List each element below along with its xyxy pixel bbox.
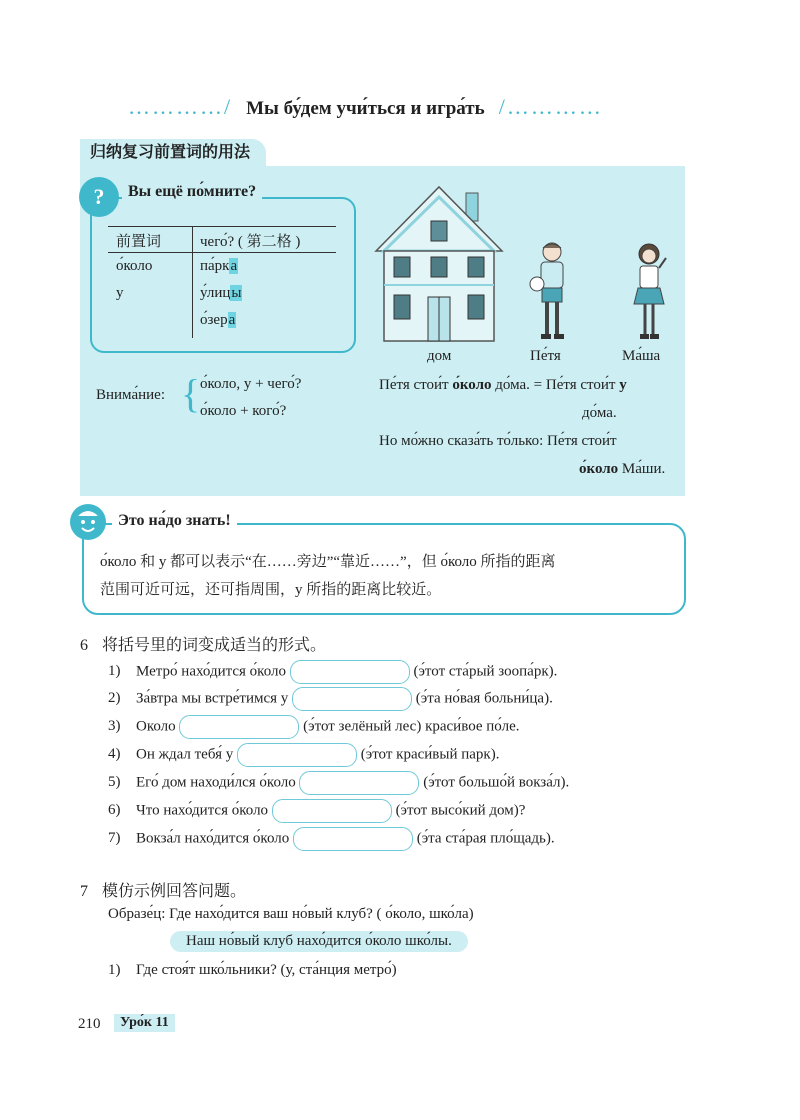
label-girl: Ма́ша bbox=[622, 348, 661, 364]
item-number: 7) bbox=[108, 830, 121, 847]
table-word-1 bbox=[200, 258, 238, 275]
exercise-item bbox=[108, 660, 557, 684]
exercise-instruction: 将括号里的词变成适当的形式。 bbox=[102, 637, 327, 654]
word-stem: у́лиц bbox=[200, 285, 231, 301]
word-stem: о́зер bbox=[200, 312, 228, 328]
lesson-badge: Уро́к 11 bbox=[114, 1014, 175, 1032]
item-after: (э́тот высо́кий дом)? bbox=[395, 802, 526, 819]
item-number: 1) bbox=[108, 962, 121, 978]
exercise-number: 7 bbox=[80, 883, 88, 900]
item-number: 5) bbox=[108, 774, 121, 791]
note-heading: Это на́до знать! bbox=[112, 512, 237, 530]
table-word-3 bbox=[200, 312, 236, 329]
item-after: (э́тот ста́рый зоопа́рк). bbox=[413, 663, 558, 680]
item-number: 2) bbox=[108, 690, 121, 707]
exercise-item bbox=[108, 715, 520, 739]
exercise-7-header bbox=[80, 878, 246, 901]
girl-illustration bbox=[626, 240, 672, 342]
item-before: Вокза́л нахо́дится о́коло bbox=[136, 830, 290, 847]
table-prep-2: у bbox=[116, 285, 124, 301]
boy-illustration bbox=[528, 240, 576, 342]
word-ending: ы bbox=[231, 285, 242, 301]
item-after: (э́тот краси́вый парк). bbox=[360, 746, 500, 763]
item-after: (э́та но́вая больни́ца). bbox=[415, 690, 553, 707]
table-header-prep: 前置词 bbox=[116, 234, 162, 250]
answer-blank-1[interactable] bbox=[290, 660, 410, 684]
exercise-6-header bbox=[80, 632, 326, 655]
table-prep-1: о́коло bbox=[116, 258, 153, 274]
example-line-3: Но мо́жно сказа́ть то́лько: Пе́тя стои́т bbox=[379, 433, 617, 449]
title-dots-left: …………/ bbox=[128, 94, 233, 119]
answer-blank-6[interactable] bbox=[272, 799, 392, 823]
answer-blank-2[interactable] bbox=[292, 687, 412, 711]
note-line-1: о́коло 和 у 都可以表示“在……旁边”“靠近……”，但 о́коло 所指的距离 bbox=[100, 554, 556, 570]
example-line-1 bbox=[379, 377, 627, 394]
example-text: Пе́тя стои́т bbox=[379, 377, 453, 393]
exercise-item bbox=[108, 687, 553, 711]
lesson-title-bar bbox=[128, 94, 648, 120]
answer-blank-7[interactable] bbox=[293, 827, 413, 851]
item-after: (э́та ста́рая пло́щадь). bbox=[416, 830, 555, 847]
attention-line-2: о́коло + кого́? bbox=[200, 403, 287, 419]
table-rule-top bbox=[108, 226, 336, 227]
item-before: Около bbox=[136, 718, 176, 735]
item-before: Что нахо́дится о́коло bbox=[136, 802, 269, 819]
item-before: Он ждал тебя́ у bbox=[136, 746, 234, 763]
item-before: За́втра мы встре́тимся у bbox=[136, 690, 289, 707]
item-number: 1) bbox=[108, 663, 121, 680]
exercise-item bbox=[108, 743, 499, 767]
title-dots-right: /………… bbox=[498, 94, 603, 119]
sample-answer: Наш но́вый клуб нахо́дится о́коло шко́лы. bbox=[170, 931, 468, 952]
exercise-item bbox=[108, 771, 569, 795]
note-line-2: 范围可近可远，还可指周围，у 所指的距离比较近。 bbox=[100, 582, 442, 598]
label-house: дом bbox=[427, 348, 452, 364]
sample-question: Образе́ц: Где нахо́дится ваш но́вый клуб? ( о́коло, шко́ла) bbox=[108, 906, 474, 922]
question-text: Где стоя́т шко́льники? (у, ста́нция метро́) bbox=[136, 962, 397, 978]
remember-box bbox=[90, 197, 356, 353]
answer-blank-5[interactable] bbox=[299, 771, 419, 795]
question-icon: ? bbox=[79, 177, 119, 217]
exercise-item bbox=[108, 827, 555, 851]
page-number: 210 bbox=[78, 1016, 101, 1032]
answer-blank-3[interactable] bbox=[179, 715, 299, 739]
item-number: 4) bbox=[108, 746, 121, 763]
label-boy: Пе́тя bbox=[530, 348, 561, 364]
item-after: (э́тот большо́й вокза́л). bbox=[423, 774, 570, 791]
lesson-title: Мы бу́дем учи́ться и игра́ть bbox=[246, 98, 485, 119]
word-ending: а bbox=[228, 312, 236, 328]
item-before: Метро́ нахо́дится о́коло bbox=[136, 663, 286, 680]
example-text: Ма́ши. bbox=[618, 461, 666, 477]
answer-blank-4[interactable] bbox=[237, 743, 357, 767]
example-bold: о́коло bbox=[452, 377, 492, 393]
example-bold: у bbox=[619, 377, 627, 393]
example-line-2: до́ма. bbox=[582, 405, 617, 421]
table-rule-vertical bbox=[192, 226, 193, 338]
question-item bbox=[108, 962, 397, 979]
house-illustration bbox=[372, 185, 506, 343]
item-after: (э́тот зелёный лес) краси́вое по́ле. bbox=[303, 718, 520, 735]
item-number: 6) bbox=[108, 802, 121, 819]
word-stem: па́рк bbox=[200, 258, 230, 274]
table-header-case: чего́? ( 第二格 ) bbox=[200, 234, 301, 250]
example-line-4 bbox=[579, 461, 665, 478]
exercise-instruction: 模仿示例回答问题。 bbox=[102, 883, 247, 900]
attention-label: Внима́ние: bbox=[96, 387, 165, 403]
example-text: до́ма. = Пе́тя стои́т bbox=[491, 377, 620, 393]
section-tab: 归纳复习前置词的用法 bbox=[80, 139, 266, 166]
smiley-face-icon bbox=[70, 504, 106, 540]
exercise-item bbox=[108, 799, 525, 823]
table-rule-mid bbox=[108, 252, 336, 253]
attention-line-1: о́коло, у + чего́? bbox=[200, 376, 302, 392]
exercise-number: 6 bbox=[80, 637, 88, 654]
word-ending: а bbox=[230, 258, 238, 274]
remember-heading: Вы ещё по́мните? bbox=[122, 183, 262, 201]
item-before: Его́ дом находи́лся о́коло bbox=[136, 774, 296, 791]
attention-brace: { bbox=[181, 371, 201, 416]
table-word-2 bbox=[200, 285, 242, 302]
example-bold: о́коло bbox=[579, 461, 619, 477]
item-number: 3) bbox=[108, 718, 121, 735]
